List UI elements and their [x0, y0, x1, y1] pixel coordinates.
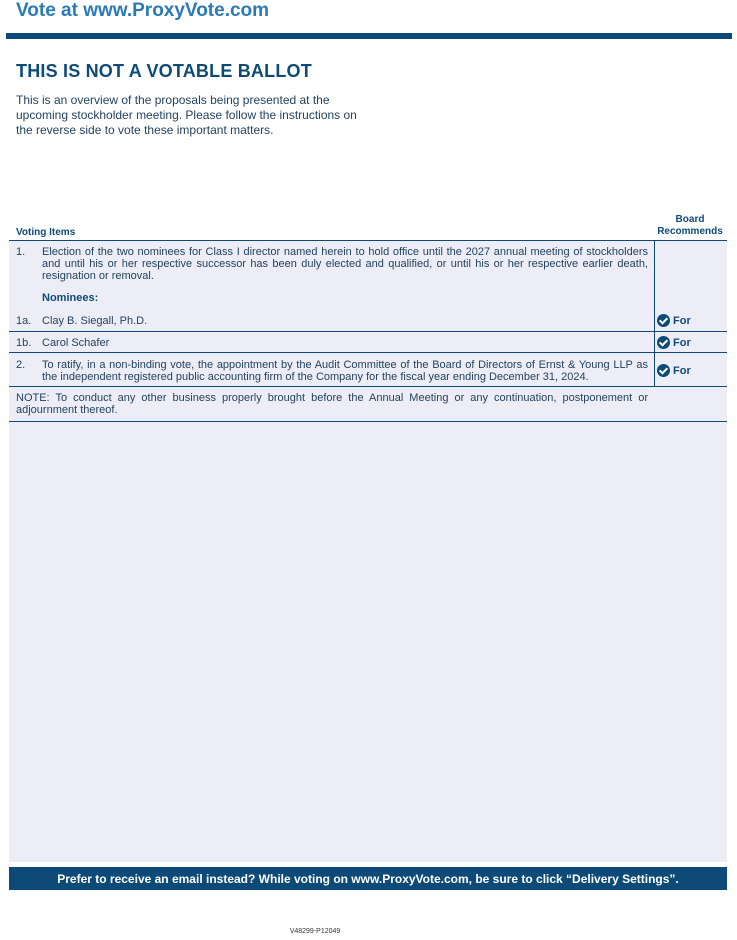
voting-items-header: Voting Items	[16, 227, 76, 238]
recommendation-label: For	[673, 364, 691, 377]
intro-text: This is an overview of the proposals being presented at the upcoming stockholder meeting. Please follow the instructions on the reverse side to vote these important matters.	[16, 93, 357, 137]
item-text: Clay B. Siegall, Ph.D.	[42, 315, 148, 327]
page-title: THIS IS NOT A VOTABLE BALLOT	[16, 61, 312, 81]
check-circle-icon	[657, 364, 670, 377]
item-text: Election of the two nominees for Class I director named herein to hold office until the 2027 annual meeting of stockholders and until his or her respective successor has been duly elected and qualified, or until his or her respective earlier death, resignation or removal.	[42, 246, 648, 282]
item-number: 1b.	[16, 337, 32, 349]
item-number: 1a.	[16, 315, 32, 327]
item-number: 2.	[16, 359, 26, 371]
delivery-settings-banner: Prefer to receive an email instead? While voting on www.ProxyVote.com, be sure to click “Delivery Settings”.	[9, 867, 727, 890]
item-text: Carol Schafer	[42, 337, 110, 349]
check-circle-icon	[657, 314, 670, 327]
item-number: 1.	[16, 246, 26, 258]
voting-items-panel	[9, 240, 727, 862]
recommendation-label: For	[673, 314, 691, 327]
item-text: To ratify, in a non-binding vote, the appointment by the Audit Committee of the Board of Directors of Ernst & Young LLP as the independent registered public accounting firm of the Company for the fiscal year ending December 31, 2024.	[42, 359, 648, 383]
check-circle-icon	[657, 336, 670, 349]
row-divider	[9, 386, 727, 387]
proxyvote-link[interactable]: Vote at www.ProxyVote.com	[16, 0, 270, 21]
note-text: NOTE: To conduct any other business properly brought before the Annual Meeting or any continuation, postponement or adjournment thereof.	[16, 392, 648, 416]
recommendation-label: For	[673, 336, 691, 349]
column-divider	[654, 240, 655, 386]
board-header-line2: Recommends	[657, 226, 723, 237]
board-recommendation	[657, 336, 691, 349]
board-recommendation	[657, 364, 691, 377]
row-divider	[9, 352, 727, 353]
document-code: V48299-P12049	[289, 928, 341, 935]
board-header-line1: Board	[675, 214, 705, 225]
board-recommends-header	[652, 214, 728, 238]
nominees-label: Nominees:	[42, 292, 99, 304]
board-recommendation	[657, 314, 691, 327]
row-divider	[9, 421, 727, 422]
row-divider	[9, 331, 727, 332]
header-divider	[6, 33, 732, 39]
